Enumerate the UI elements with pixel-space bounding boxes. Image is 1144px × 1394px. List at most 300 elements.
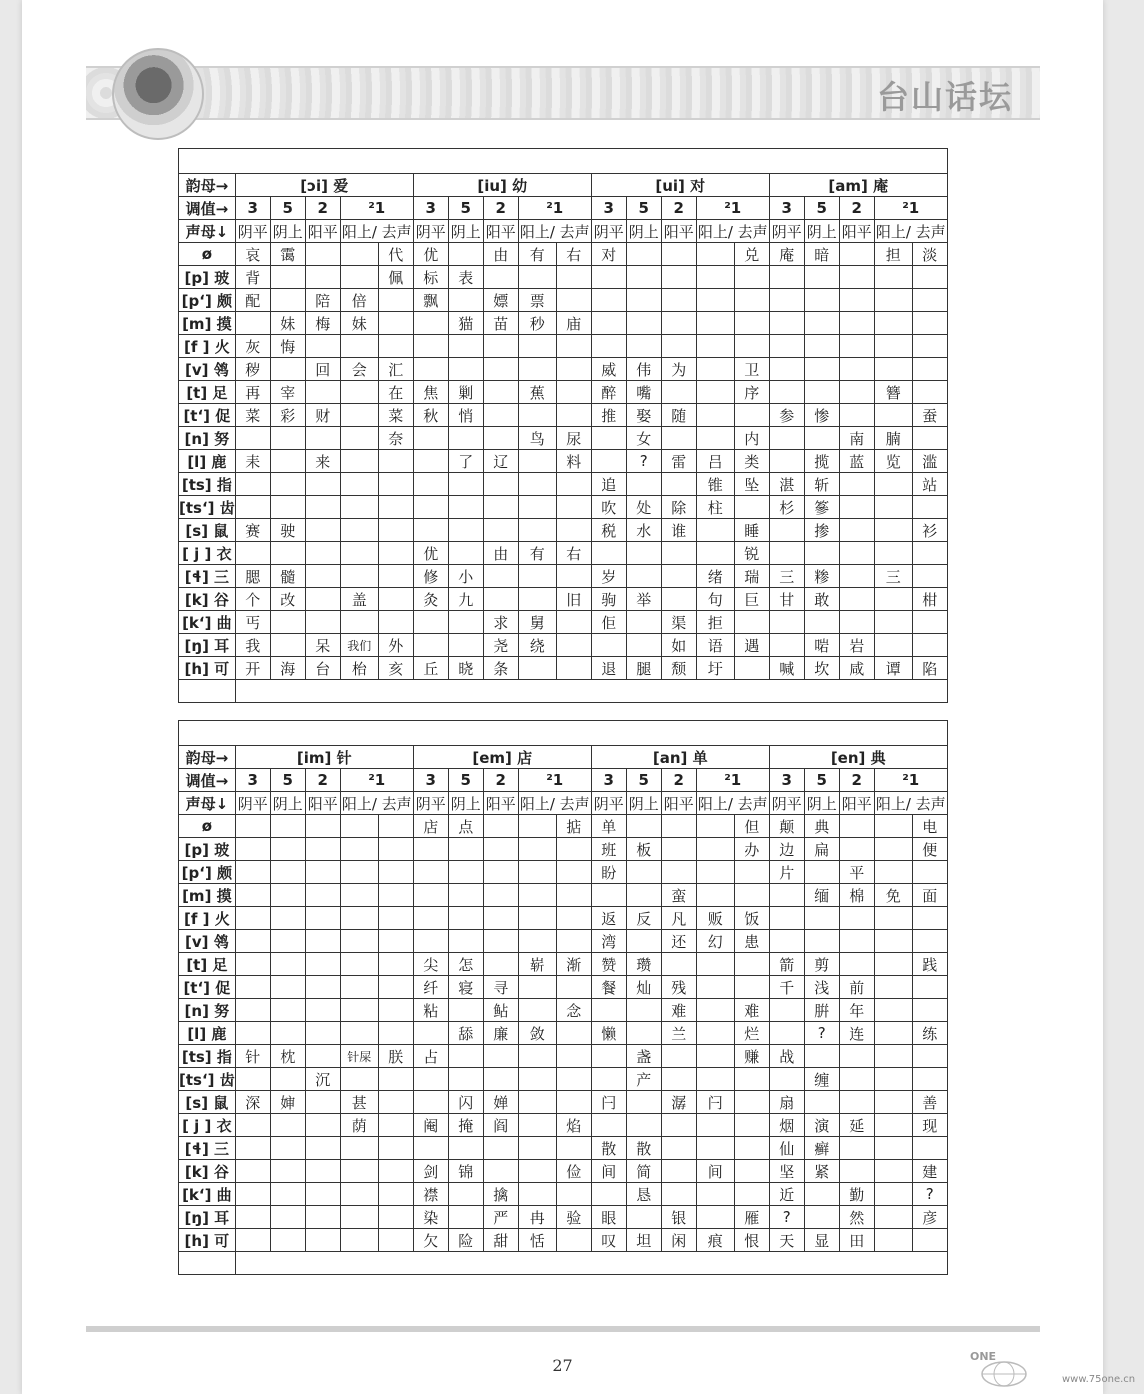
- char-cell: 敛: [518, 1022, 556, 1045]
- char-cell: [378, 335, 413, 358]
- char-cell: [661, 335, 696, 358]
- char-cell: [378, 519, 413, 542]
- char-cell: [413, 496, 448, 519]
- char-cell: 平: [839, 861, 874, 884]
- char-cell: [518, 404, 556, 427]
- initial-label: [ts] 指: [179, 1045, 236, 1068]
- char-cell: [839, 611, 874, 634]
- char-cell: [305, 588, 340, 611]
- trailing-row: [179, 1252, 948, 1275]
- char-cell: [874, 634, 912, 657]
- char-cell: [696, 358, 734, 381]
- tone-class: 阴平: [235, 220, 270, 243]
- char-cell: [839, 266, 874, 289]
- char-cell: [235, 999, 270, 1022]
- tone-value: 2: [661, 197, 696, 220]
- initial-label: [kʻ] 曲: [179, 611, 236, 634]
- char-cell: [626, 565, 661, 588]
- tone-value: 3: [235, 769, 270, 792]
- char-cell: [518, 907, 556, 930]
- char-cell: [839, 953, 874, 976]
- tone-value: 5: [804, 769, 839, 792]
- char-cell: 悔: [270, 335, 305, 358]
- char-cell: 闲: [661, 1229, 696, 1252]
- char-cell: 电: [912, 815, 947, 838]
- char-cell: [378, 861, 413, 884]
- char-cell: 睡: [734, 519, 769, 542]
- char-cell: [518, 450, 556, 473]
- char-cell: 追: [591, 473, 626, 496]
- char-cell: [483, 1045, 518, 1068]
- tone-class: 阴平: [591, 792, 626, 815]
- char-cell: [270, 542, 305, 565]
- char-cell: 箭: [769, 953, 804, 976]
- char-cell: [661, 861, 696, 884]
- char-cell: [804, 358, 839, 381]
- char-cell: 沉: [305, 1068, 340, 1091]
- char-cell: [556, 1045, 591, 1068]
- char-cell: [378, 565, 413, 588]
- char-cell: [518, 565, 556, 588]
- char-cell: 冉: [518, 1206, 556, 1229]
- tone-class: 阳上/ 去声: [874, 792, 947, 815]
- char-cell: [413, 473, 448, 496]
- char-cell: [626, 289, 661, 312]
- char-cell: [661, 1045, 696, 1068]
- tones-row: [179, 197, 948, 220]
- char-cell: [518, 358, 556, 381]
- char-cell: [305, 838, 340, 861]
- char-cell: [270, 861, 305, 884]
- char-cell: [874, 289, 912, 312]
- char-cell: [235, 815, 270, 838]
- char-cell: [591, 1114, 626, 1137]
- char-cell: [483, 588, 518, 611]
- char-cell: ?: [769, 1206, 804, 1229]
- char-cell: [874, 312, 912, 335]
- initial-label: [kʻ] 曲: [179, 1183, 236, 1206]
- char-cell: 陷: [912, 657, 947, 680]
- char-cell: 参: [769, 404, 804, 427]
- char-cell: [305, 1022, 340, 1045]
- initial-label: [p] 玻: [179, 266, 236, 289]
- char-cell: [591, 450, 626, 473]
- char-cell: 便: [912, 838, 947, 861]
- char-cell: 甘: [769, 588, 804, 611]
- char-cell: 难: [661, 999, 696, 1022]
- char-cell: 威: [591, 358, 626, 381]
- char-cell: [556, 404, 591, 427]
- char-cell: [556, 519, 591, 542]
- char-cell: 妹: [270, 312, 305, 335]
- char-cell: 点: [448, 815, 483, 838]
- char-cell: 簪: [874, 381, 912, 404]
- char-cell: 深: [235, 1091, 270, 1114]
- char-cell: 焦: [413, 381, 448, 404]
- char-cell: [734, 1114, 769, 1137]
- trailing-cell: [235, 1252, 947, 1275]
- char-cell: 赚: [734, 1045, 769, 1068]
- char-cell: 演: [804, 1114, 839, 1137]
- char-cell: [839, 519, 874, 542]
- char-cell: 练: [912, 1022, 947, 1045]
- char-cell: 佢: [591, 611, 626, 634]
- char-cell: [235, 1068, 270, 1091]
- char-cell: [448, 542, 483, 565]
- trailing-row: [179, 680, 948, 703]
- char-cell: [912, 976, 947, 999]
- char-cell: 片: [769, 861, 804, 884]
- char-cell: [696, 861, 734, 884]
- char-cell: 标: [413, 266, 448, 289]
- tone-value: 2: [305, 769, 340, 792]
- char-cell: [874, 930, 912, 953]
- char-cell: 耒: [235, 450, 270, 473]
- tone-class: 阳上/ 去声: [518, 220, 591, 243]
- char-cell: [448, 1137, 483, 1160]
- char-cell: 站: [912, 473, 947, 496]
- char-cell: [696, 404, 734, 427]
- initial-label: [k] 谷: [179, 1160, 236, 1183]
- char-cell: 绕: [518, 634, 556, 657]
- initial-label: ø: [179, 243, 236, 266]
- char-cell: [378, 1068, 413, 1091]
- char-cell: 剪: [804, 953, 839, 976]
- char-cell: 财: [305, 404, 340, 427]
- char-cell: [378, 953, 413, 976]
- char-cell: [235, 861, 270, 884]
- char-cell: [235, 1183, 270, 1206]
- char-cell: [769, 884, 804, 907]
- char-cell: [378, 289, 413, 312]
- char-cell: 岩: [839, 634, 874, 657]
- char-cell: [270, 1206, 305, 1229]
- char-cell: 颓: [661, 657, 696, 680]
- char-cell: 渠: [661, 611, 696, 634]
- char-cell: [340, 473, 378, 496]
- char-cell: [696, 815, 734, 838]
- initial-label: [t] 足: [179, 381, 236, 404]
- tone-value: 3: [769, 769, 804, 792]
- char-cell: [378, 976, 413, 999]
- char-cell: 绪: [696, 565, 734, 588]
- char-cell: [839, 907, 874, 930]
- tone-value: 2: [305, 197, 340, 220]
- tone-class: 阴平: [769, 792, 804, 815]
- char-cell: [696, 289, 734, 312]
- char-cell: [626, 1022, 661, 1045]
- char-cell: [696, 519, 734, 542]
- final-header: [en] 典: [769, 746, 947, 769]
- char-cell: 嫖: [483, 289, 518, 312]
- tone-value: ²1: [340, 769, 413, 792]
- tone-class: 阴上: [448, 220, 483, 243]
- char-cell: [235, 953, 270, 976]
- char-cell: 怎: [448, 953, 483, 976]
- char-cell: [912, 427, 947, 450]
- char-cell: 反: [626, 907, 661, 930]
- char-cell: 谭: [874, 657, 912, 680]
- char-cell: [340, 611, 378, 634]
- char-cell: 宰: [270, 381, 305, 404]
- char-cell: 序: [734, 381, 769, 404]
- char-cell: 盏: [626, 1045, 661, 1068]
- tone-value: 3: [769, 197, 804, 220]
- char-cell: [378, 588, 413, 611]
- char-cell: 粘: [413, 999, 448, 1022]
- char-cell: [839, 838, 874, 861]
- char-cell: 会: [340, 358, 378, 381]
- table-row: [179, 404, 948, 427]
- char-cell: 还: [661, 930, 696, 953]
- table-row: [179, 657, 948, 680]
- char-cell: [912, 999, 947, 1022]
- table-row: [179, 358, 948, 381]
- char-cell: ?: [804, 1022, 839, 1045]
- spacer-cell: [179, 149, 948, 174]
- char-cell: [839, 1160, 874, 1183]
- char-cell: [518, 496, 556, 519]
- char-cell: [305, 427, 340, 450]
- char-cell: 仙: [769, 1137, 804, 1160]
- char-cell: [340, 1183, 378, 1206]
- char-cell: 三: [769, 565, 804, 588]
- char-cell: [839, 565, 874, 588]
- char-cell: [270, 1114, 305, 1137]
- char-cell: [270, 266, 305, 289]
- char-cell: [483, 1160, 518, 1183]
- tone-class: 阴上: [626, 792, 661, 815]
- char-cell: 闩: [696, 1091, 734, 1114]
- char-cell: 潺: [661, 1091, 696, 1114]
- char-cell: [804, 381, 839, 404]
- char-cell: [769, 335, 804, 358]
- char-cell: 难: [734, 999, 769, 1022]
- initial-label: [pʻ] 颇: [179, 289, 236, 312]
- char-cell: 在: [378, 381, 413, 404]
- char-cell: [305, 496, 340, 519]
- char-cell: 秒: [518, 312, 556, 335]
- char-cell: 类: [734, 450, 769, 473]
- char-cell: [696, 381, 734, 404]
- char-cell: [839, 381, 874, 404]
- char-cell: [340, 815, 378, 838]
- char-cell: 办: [734, 838, 769, 861]
- char-cell: [626, 930, 661, 953]
- table-row: [179, 335, 948, 358]
- char-cell: [769, 930, 804, 953]
- char-cell: [340, 907, 378, 930]
- char-cell: 延: [839, 1114, 874, 1137]
- char-cell: [769, 907, 804, 930]
- tone-class: 阳上/ 去声: [340, 792, 413, 815]
- char-cell: 揽: [804, 450, 839, 473]
- char-cell: 驶: [270, 519, 305, 542]
- char-cell: [235, 1229, 270, 1252]
- char-cell: 恬: [518, 1229, 556, 1252]
- char-cell: 剿: [448, 381, 483, 404]
- spacer-row: [179, 149, 948, 174]
- char-cell: 灿: [626, 976, 661, 999]
- char-cell: 店: [413, 815, 448, 838]
- char-cell: [340, 1068, 378, 1091]
- char-cell: 甚: [340, 1091, 378, 1114]
- char-cell: [483, 427, 518, 450]
- char-cell: [340, 519, 378, 542]
- char-cell: [378, 838, 413, 861]
- char-cell: [340, 496, 378, 519]
- char-cell: 腩: [874, 427, 912, 450]
- char-cell: 舅: [518, 611, 556, 634]
- char-cell: 尿: [556, 427, 591, 450]
- char-cell: [696, 999, 734, 1022]
- char-cell: 贩: [696, 907, 734, 930]
- final-header: [ui] 对: [591, 174, 769, 197]
- char-cell: [912, 1229, 947, 1252]
- tone-value: 5: [448, 769, 483, 792]
- char-cell: 梅: [305, 312, 340, 335]
- char-cell: [696, 1114, 734, 1137]
- char-cell: [626, 861, 661, 884]
- char-cell: [518, 999, 556, 1022]
- char-cell: [378, 312, 413, 335]
- char-cell: 优: [413, 243, 448, 266]
- char-cell: [483, 381, 518, 404]
- char-cell: 飘: [413, 289, 448, 312]
- char-cell: [626, 999, 661, 1022]
- char-cell: [518, 1160, 556, 1183]
- char-cell: 吕: [696, 450, 734, 473]
- initial-label: [ɬ] 三: [179, 1137, 236, 1160]
- char-cell: 闩: [591, 1091, 626, 1114]
- char-cell: 扇: [769, 1091, 804, 1114]
- tone-class: 阳平: [305, 220, 340, 243]
- char-cell: 渐: [556, 953, 591, 976]
- char-cell: [305, 266, 340, 289]
- char-cell: 尖: [413, 953, 448, 976]
- char-cell: [270, 907, 305, 930]
- char-cell: [556, 1229, 591, 1252]
- char-cell: [626, 243, 661, 266]
- char-cell: [270, 289, 305, 312]
- tone-class: 阳上/ 去声: [340, 220, 413, 243]
- tone-class: 阳平: [305, 792, 340, 815]
- char-cell: [305, 1045, 340, 1068]
- tone-value: ²1: [518, 197, 591, 220]
- char-cell: 湾: [591, 930, 626, 953]
- char-cell: [340, 450, 378, 473]
- char-cell: [518, 473, 556, 496]
- char-cell: 个: [235, 588, 270, 611]
- char-cell: 紧: [804, 1160, 839, 1183]
- char-cell: [235, 427, 270, 450]
- char-cell: [413, 1022, 448, 1045]
- char-cell: [235, 312, 270, 335]
- char-cell: [413, 335, 448, 358]
- rhyme-table-block-1: [178, 148, 948, 703]
- char-cell: [270, 953, 305, 976]
- char-cell: 灰: [235, 335, 270, 358]
- char-cell: 除: [661, 496, 696, 519]
- char-cell: 枱: [340, 657, 378, 680]
- char-cell: [305, 907, 340, 930]
- char-cell: [483, 496, 518, 519]
- table-row: [179, 976, 948, 999]
- initial-label: [p] 玻: [179, 838, 236, 861]
- tone-value: 2: [483, 769, 518, 792]
- char-cell: [378, 450, 413, 473]
- char-cell: [340, 404, 378, 427]
- tones-label: 调值→: [179, 197, 236, 220]
- char-cell: [769, 634, 804, 657]
- char-cell: [270, 1229, 305, 1252]
- char-cell: [874, 976, 912, 999]
- char-cell: [591, 289, 626, 312]
- char-cell: 倍: [340, 289, 378, 312]
- char-cell: [378, 1229, 413, 1252]
- tone-value: 5: [626, 769, 661, 792]
- table-row: [179, 473, 948, 496]
- char-cell: [270, 838, 305, 861]
- tones-label: 调值→: [179, 769, 236, 792]
- char-cell: [839, 335, 874, 358]
- char-cell: [804, 1183, 839, 1206]
- char-cell: 然: [839, 1206, 874, 1229]
- char-cell: [413, 861, 448, 884]
- char-cell: 呆: [305, 634, 340, 657]
- char-cell: 敢: [804, 588, 839, 611]
- char-cell: [448, 519, 483, 542]
- char-cell: 税: [591, 519, 626, 542]
- char-cell: 典: [804, 815, 839, 838]
- char-cell: [626, 473, 661, 496]
- char-cell: 有: [518, 542, 556, 565]
- char-cell: 赞: [591, 953, 626, 976]
- char-cell: [696, 312, 734, 335]
- char-cell: [912, 381, 947, 404]
- char-cell: 内: [734, 427, 769, 450]
- char-cell: [340, 1160, 378, 1183]
- char-cell: [661, 1160, 696, 1183]
- char-cell: [626, 1114, 661, 1137]
- char-cell: 舔: [448, 1022, 483, 1045]
- tone-value: 2: [661, 769, 696, 792]
- tone-value: 3: [591, 769, 626, 792]
- final-header: [an] 单: [591, 746, 769, 769]
- char-cell: [518, 930, 556, 953]
- char-cell: [874, 611, 912, 634]
- char-cell: [696, 266, 734, 289]
- char-cell: 卫: [734, 358, 769, 381]
- char-cell: 水: [626, 519, 661, 542]
- char-cell: [804, 907, 839, 930]
- table-row: [179, 815, 948, 838]
- char-cell: [483, 565, 518, 588]
- char-cell: 对: [591, 243, 626, 266]
- char-cell: [235, 1022, 270, 1045]
- char-cell: 战: [769, 1045, 804, 1068]
- char-cell: 甜: [483, 1229, 518, 1252]
- char-cell: [483, 358, 518, 381]
- char-cell: 染: [413, 1206, 448, 1229]
- char-cell: [874, 838, 912, 861]
- tone-value: 5: [270, 769, 305, 792]
- char-cell: 散: [626, 1137, 661, 1160]
- char-cell: [305, 884, 340, 907]
- char-cell: [804, 266, 839, 289]
- table-row: [179, 999, 948, 1022]
- char-cell: [556, 289, 591, 312]
